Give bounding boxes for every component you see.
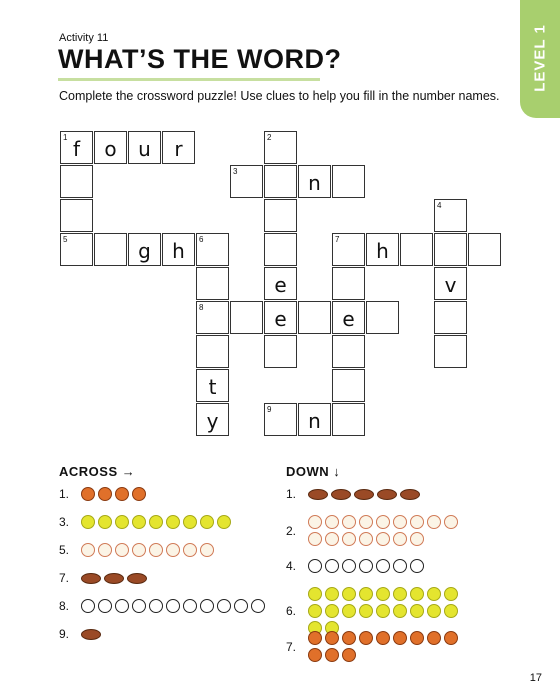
soccer-icon xyxy=(376,559,390,573)
clue-item xyxy=(59,487,281,501)
clue-item xyxy=(286,515,463,546)
football-group xyxy=(81,573,281,584)
tennis-icon xyxy=(132,515,146,529)
tennis-icon xyxy=(393,587,407,601)
crossword-cell[interactable] xyxy=(196,267,229,300)
crossword-cell[interactable] xyxy=(264,199,297,232)
crossword-cell[interactable] xyxy=(264,165,297,198)
cell-letter: h xyxy=(172,239,185,263)
crossword-cell[interactable] xyxy=(196,403,229,436)
baseball-group xyxy=(81,543,281,557)
basketball-icon xyxy=(427,631,441,645)
clue-number: 2 xyxy=(267,133,272,142)
baseball-icon xyxy=(149,543,163,557)
crossword-cell[interactable] xyxy=(332,335,365,368)
tennis-icon xyxy=(444,587,458,601)
soccer-icon xyxy=(393,559,407,573)
crossword-cell[interactable] xyxy=(434,233,467,266)
soccer-icon xyxy=(98,599,112,613)
baseball-icon xyxy=(393,532,407,546)
clue-item xyxy=(59,627,281,641)
crossword-cell[interactable] xyxy=(196,233,229,266)
football-icon xyxy=(81,573,101,584)
basketball-icon xyxy=(325,648,339,662)
cell-letter: f xyxy=(72,137,81,161)
football-icon xyxy=(308,489,328,500)
crossword-cell[interactable] xyxy=(332,267,365,300)
football-icon xyxy=(354,489,374,500)
clue-number: 5 xyxy=(63,235,68,244)
crossword-cell[interactable] xyxy=(230,301,263,334)
clue-item xyxy=(59,543,281,557)
crossword-cell[interactable] xyxy=(434,199,467,232)
baseball-icon xyxy=(166,543,180,557)
soccer-group xyxy=(81,599,281,613)
clue-item xyxy=(59,515,281,529)
crossword-cell[interactable] xyxy=(264,131,297,164)
crossword-cell[interactable] xyxy=(332,403,365,436)
page-title: WHAT’S THE WORD? xyxy=(58,44,342,74)
tennis-icon xyxy=(393,604,407,618)
clue-item xyxy=(286,587,463,635)
tennis-icon xyxy=(217,515,231,529)
crossword-cell[interactable] xyxy=(128,233,161,266)
activity-label: Activity 11 xyxy=(59,32,109,44)
football-icon xyxy=(331,489,351,500)
tennis-icon xyxy=(342,587,356,601)
crossword-cell[interactable] xyxy=(60,165,93,198)
baseball-icon xyxy=(359,515,373,529)
soccer-icon xyxy=(234,599,248,613)
basketball-group xyxy=(81,487,281,501)
clue-item xyxy=(286,487,463,501)
tennis-icon xyxy=(410,604,424,618)
basketball-icon xyxy=(98,487,112,501)
crossword-cell[interactable] xyxy=(264,267,297,300)
clue-number: 6 xyxy=(199,235,204,244)
baseball-icon xyxy=(308,515,322,529)
crossword-cell[interactable] xyxy=(264,301,297,334)
football-icon xyxy=(104,573,124,584)
cell-letter: e xyxy=(342,307,355,331)
clue-label: 4. xyxy=(286,559,297,573)
crossword-cell[interactable] xyxy=(60,199,93,232)
baseball-icon xyxy=(200,543,214,557)
crossword-cell[interactable] xyxy=(298,165,331,198)
crossword-cell[interactable] xyxy=(162,233,195,266)
soccer-icon xyxy=(81,599,95,613)
basketball-icon xyxy=(342,648,356,662)
cell-letter: e xyxy=(274,307,287,331)
baseball-icon xyxy=(342,532,356,546)
soccer-icon xyxy=(217,599,231,613)
crossword-cell[interactable] xyxy=(434,267,467,300)
basketball-icon xyxy=(393,631,407,645)
tennis-icon xyxy=(427,587,441,601)
soccer-group xyxy=(308,559,463,573)
baseball-icon xyxy=(183,543,197,557)
tennis-icon xyxy=(376,587,390,601)
crossword-cell[interactable] xyxy=(60,131,93,164)
football-icon xyxy=(377,489,397,500)
tennis-icon xyxy=(359,604,373,618)
football-icon xyxy=(81,629,101,640)
basketball-icon xyxy=(376,631,390,645)
football-icon xyxy=(400,489,420,500)
baseball-icon xyxy=(325,532,339,546)
clue-number: 1 xyxy=(63,133,68,142)
tennis-group xyxy=(81,515,281,529)
soccer-icon xyxy=(251,599,265,613)
crossword-cell[interactable] xyxy=(332,301,365,334)
basketball-icon xyxy=(308,648,322,662)
tennis-icon xyxy=(149,515,163,529)
cell-letter: t xyxy=(208,375,217,399)
clue-label: 9. xyxy=(59,627,70,641)
tennis-icon xyxy=(166,515,180,529)
clue-label: 7. xyxy=(59,571,70,585)
crossword-cell[interactable] xyxy=(468,233,501,266)
basketball-icon xyxy=(132,487,146,501)
cell-letter: r xyxy=(174,137,183,161)
cell-letter: n xyxy=(308,171,321,195)
down-heading: DOWN ↓ xyxy=(286,464,341,479)
clue-number: 8 xyxy=(199,303,204,312)
basketball-icon xyxy=(359,631,373,645)
cell-letter: n xyxy=(308,409,321,433)
crossword-cell[interactable] xyxy=(94,131,127,164)
soccer-icon xyxy=(308,559,322,573)
tennis-icon xyxy=(427,604,441,618)
crossword-cell[interactable] xyxy=(366,301,399,334)
level-tab-label: LEVEL 1 xyxy=(531,24,549,92)
crossword-cell[interactable] xyxy=(298,403,331,436)
clue-label: 1. xyxy=(59,487,70,501)
tennis-icon xyxy=(200,515,214,529)
baseball-icon xyxy=(376,532,390,546)
tennis-icon xyxy=(98,515,112,529)
basketball-icon xyxy=(410,631,424,645)
clue-number: 4 xyxy=(437,201,442,210)
soccer-icon xyxy=(166,599,180,613)
cell-letter: h xyxy=(376,239,389,263)
basketball-group xyxy=(308,631,463,662)
baseball-icon xyxy=(376,515,390,529)
crossword-cell[interactable] xyxy=(264,403,297,436)
crossword-cell[interactable] xyxy=(332,369,365,402)
football-group xyxy=(308,489,463,500)
crossword-cell[interactable] xyxy=(94,233,127,266)
clue-number: 3 xyxy=(233,167,238,176)
cell-letter: y xyxy=(206,409,219,433)
crossword-cell[interactable] xyxy=(196,335,229,368)
crossword-cell[interactable] xyxy=(400,233,433,266)
baseball-icon xyxy=(444,515,458,529)
soccer-icon xyxy=(325,559,339,573)
baseball-icon xyxy=(427,515,441,529)
crossword-cell[interactable] xyxy=(434,301,467,334)
soccer-icon xyxy=(183,599,197,613)
cell-letter: v xyxy=(444,273,457,297)
instructions: Complete the crossword puzzle! Use clues to help you fill in the number names. xyxy=(59,89,500,103)
tennis-icon xyxy=(376,604,390,618)
clue-label: 1. xyxy=(286,487,297,501)
baseball-icon xyxy=(81,543,95,557)
tennis-group xyxy=(308,587,463,635)
soccer-icon xyxy=(200,599,214,613)
tennis-icon xyxy=(183,515,197,529)
baseball-icon xyxy=(359,532,373,546)
soccer-icon xyxy=(359,559,373,573)
cell-letter: e xyxy=(274,273,287,297)
basketball-icon xyxy=(325,631,339,645)
crossword-cell[interactable] xyxy=(196,369,229,402)
crossword-cell[interactable] xyxy=(60,233,93,266)
crossword-cell[interactable] xyxy=(264,233,297,266)
tennis-icon xyxy=(81,515,95,529)
basketball-icon xyxy=(81,487,95,501)
cell-letter: g xyxy=(138,239,151,263)
clue-label: 8. xyxy=(59,599,70,613)
baseball-icon xyxy=(410,515,424,529)
crossword-cell[interactable] xyxy=(128,131,161,164)
basketball-icon xyxy=(115,487,129,501)
crossword-cell[interactable] xyxy=(230,165,263,198)
baseball-icon xyxy=(393,515,407,529)
clue-item xyxy=(59,571,281,585)
crossword-cell[interactable] xyxy=(196,301,229,334)
tennis-icon xyxy=(410,587,424,601)
basketball-icon xyxy=(444,631,458,645)
clue-item xyxy=(286,559,463,573)
baseball-icon xyxy=(308,532,322,546)
cell-letter: o xyxy=(104,137,117,161)
page-number: 17 xyxy=(529,672,542,684)
tennis-icon xyxy=(115,515,129,529)
crossword-cell[interactable] xyxy=(264,335,297,368)
tennis-icon xyxy=(325,587,339,601)
crossword-cell[interactable] xyxy=(434,335,467,368)
clue-label: 6. xyxy=(286,604,297,618)
football-group xyxy=(81,629,281,640)
clue-number: 7 xyxy=(335,235,340,244)
baseball-icon xyxy=(342,515,356,529)
tennis-icon xyxy=(342,604,356,618)
soccer-icon xyxy=(410,559,424,573)
tennis-icon xyxy=(308,604,322,618)
baseball-icon xyxy=(98,543,112,557)
tennis-icon xyxy=(444,604,458,618)
clue-label: 2. xyxy=(286,523,297,538)
crossword-cell[interactable] xyxy=(366,233,399,266)
baseball-group xyxy=(308,515,463,546)
cell-letter: u xyxy=(138,137,151,161)
clue-number: 9 xyxy=(267,405,272,414)
crossword-cell[interactable] xyxy=(332,165,365,198)
baseball-icon xyxy=(132,543,146,557)
soccer-icon xyxy=(149,599,163,613)
baseball-icon xyxy=(325,515,339,529)
soccer-icon xyxy=(115,599,129,613)
crossword-cell[interactable] xyxy=(298,301,331,334)
tennis-icon xyxy=(325,604,339,618)
clue-item xyxy=(286,631,463,662)
football-icon xyxy=(127,573,147,584)
crossword-cell[interactable] xyxy=(162,131,195,164)
baseball-icon xyxy=(115,543,129,557)
clue-label: 7. xyxy=(286,639,297,654)
soccer-icon xyxy=(132,599,146,613)
basketball-icon xyxy=(308,631,322,645)
baseball-icon xyxy=(410,532,424,546)
basketball-icon xyxy=(342,631,356,645)
tennis-icon xyxy=(308,587,322,601)
tennis-icon xyxy=(359,587,373,601)
across-heading: ACROSS → xyxy=(59,464,136,479)
clue-item xyxy=(59,599,281,613)
soccer-icon xyxy=(342,559,356,573)
clue-label: 3. xyxy=(59,515,70,529)
clue-label: 5. xyxy=(59,543,70,557)
crossword-cell[interactable] xyxy=(332,233,365,266)
